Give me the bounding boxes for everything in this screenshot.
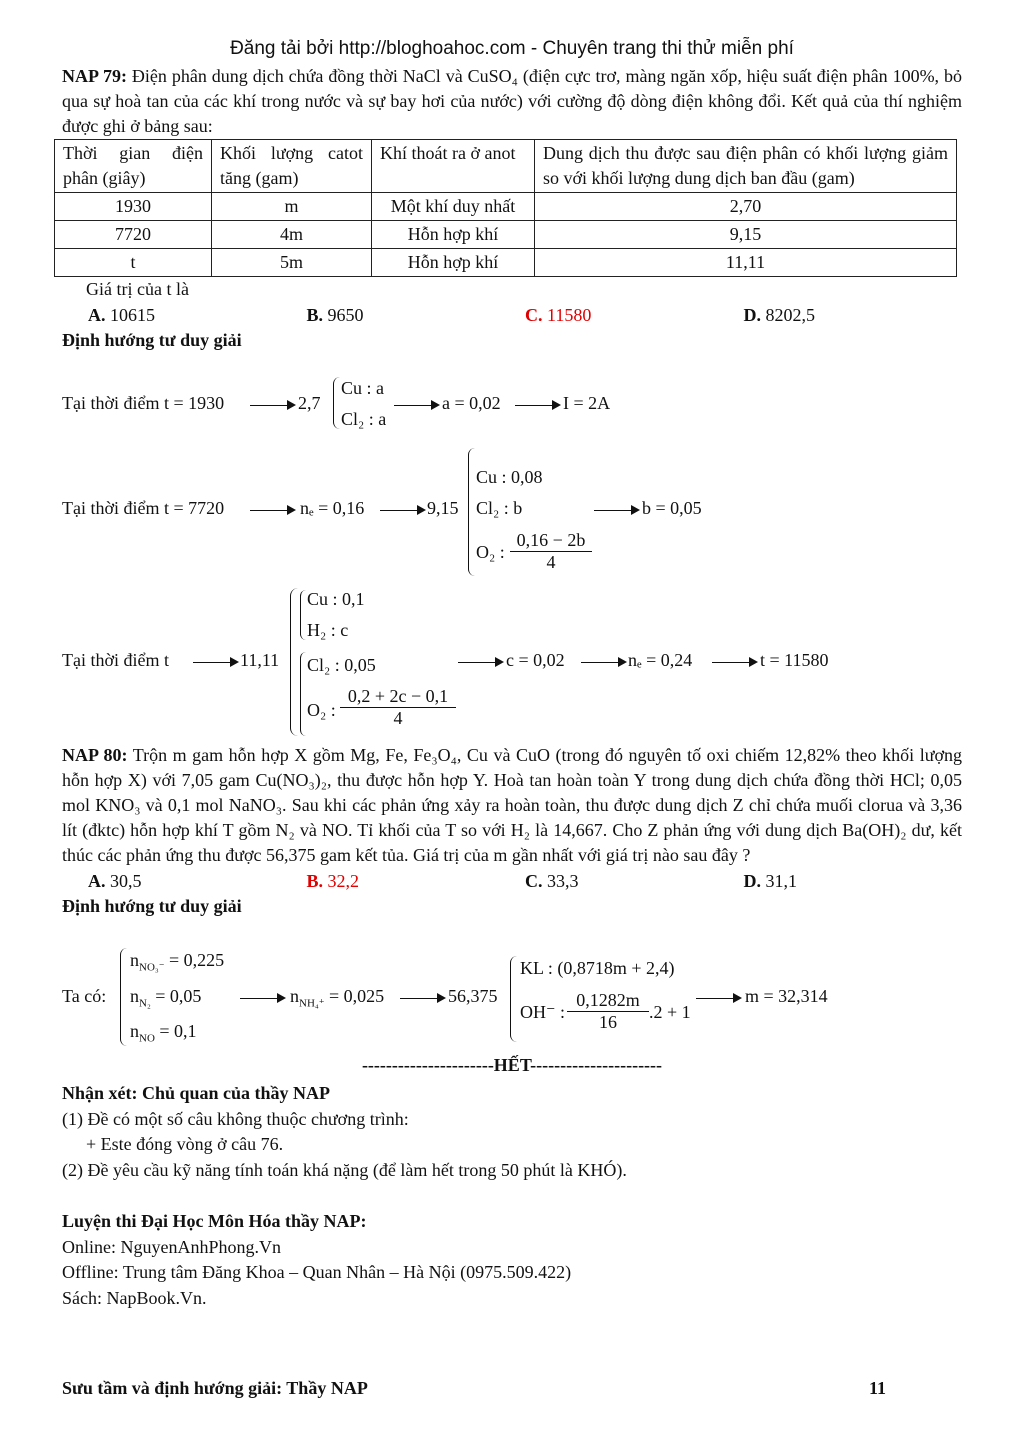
table-row bbox=[55, 221, 957, 249]
step2-o2: O₂ : bbox=[476, 542, 505, 562]
option-d[interactable]: D. 8202,5 bbox=[743, 305, 815, 325]
arrow-icon bbox=[515, 405, 559, 406]
step3-c: c = 0,02 bbox=[506, 650, 565, 670]
brace-icon bbox=[510, 956, 517, 1042]
arrow-icon bbox=[193, 662, 237, 663]
table-cell: 9,15 bbox=[535, 221, 957, 249]
table-header-row bbox=[55, 140, 957, 193]
step3-cu: Cu : 0,1 bbox=[307, 589, 365, 609]
arrow-icon bbox=[696, 998, 740, 999]
table-cell: m bbox=[212, 193, 372, 221]
table-cell: 4m bbox=[212, 221, 372, 249]
arrow-icon bbox=[594, 510, 638, 511]
q80-options bbox=[62, 868, 962, 894]
table-cell: 1930 bbox=[55, 193, 212, 221]
step3-cl2: Cl₂ : 0,05 bbox=[307, 655, 376, 675]
col-header-time: Thời gian điện phân (giây) bbox=[55, 140, 212, 193]
table-cell: t bbox=[55, 249, 212, 277]
step3-h2: H₂ : c bbox=[307, 620, 349, 640]
brace-icon bbox=[468, 448, 475, 576]
option-c[interactable]: C. 33,3 bbox=[525, 871, 579, 891]
col-header-anot: Khí thoát ra ở anot bbox=[372, 140, 535, 193]
step1-cu: Cu : a bbox=[341, 378, 384, 398]
q79-options bbox=[62, 302, 962, 328]
remark-block bbox=[62, 1081, 627, 1183]
col-header-mass: Dung dịch thu được sau điện phân có khối lượng giảm so với khối lượng dung dịch ban đầu (gam) bbox=[535, 140, 957, 193]
table-cell: Hỗn hợp khí bbox=[372, 249, 535, 277]
step3-fraction: 0,2 + 2c − 0,1 4 bbox=[340, 686, 456, 729]
q80-text bbox=[62, 743, 962, 868]
s80-mass: 56,375 bbox=[448, 986, 498, 1006]
option-b[interactable]: B. 9650 bbox=[306, 305, 364, 325]
step1-i: I = 2A bbox=[563, 393, 611, 413]
end-divider: ----------------------HẾT---------------------- bbox=[361, 1055, 663, 1075]
table-cell: 11,11 bbox=[535, 249, 957, 277]
q79-solution-title: Định hướng tư duy giải bbox=[62, 330, 242, 350]
arrow-icon bbox=[581, 662, 625, 663]
brace-icon bbox=[333, 377, 340, 429]
page-footer bbox=[62, 1378, 886, 1399]
step3-ne: nₑ = 0,24 bbox=[628, 650, 693, 670]
arrow-icon bbox=[712, 662, 756, 663]
arrow-icon bbox=[400, 998, 444, 999]
q79-body: Điện phân dung dịch chứa đồng thời NaCl và CuSO₄ (điện cực trơ, màng ngăn xốp, hiệu suất điện phân 100%, bỏ qua sự hoà tan của các khí trong nước và sự bay hơi của nước) với cường độ dòng điện không đổi. Kết quả của thí nghiệm được ghi ở bảng sau: bbox=[62, 66, 963, 136]
step1-mass: 2,7 bbox=[298, 393, 321, 413]
option-b-answer[interactable]: B. 32,2 bbox=[306, 871, 360, 891]
arrow-icon bbox=[250, 510, 294, 511]
col-header-catot: Khối lượng catot tăng (gam) bbox=[212, 140, 372, 193]
remark-line: (1) Đề có một số câu không thuộc chương trình: bbox=[62, 1108, 409, 1129]
table-row bbox=[55, 193, 957, 221]
step3-o2: O₂ : bbox=[307, 700, 336, 720]
step1-lead: Tại thời điểm t = 1930 bbox=[62, 393, 225, 413]
s80-n-no3: $n_{NO_3^-} = 0,225$ bbox=[130, 950, 225, 974]
s80-tail: .2 + 1 bbox=[649, 1002, 691, 1022]
step3-mass: 11,11 bbox=[240, 650, 280, 670]
page-number: 11 bbox=[868, 1378, 886, 1398]
step2-lead: Tại thời điểm t = 7720 bbox=[62, 498, 225, 518]
q80-body: Trộn m gam hỗn hợp X gồm Mg, Fe, Fe₃O₄, Cu và CuO (trong đó nguyên tố oxi chiếm 12,82% theo khối lượng hỗn hợp X) với 7,05 gam Cu(NO₃)₂, thu được hỗn hợp Y. Hoà tan hoàn toàn Y trong dung dịch chứa đồng thời HCl; 0,05 mol KNO₃ và 0,1 mol NaNO₃. Sau khi các phản ứng xảy ra hoàn toàn, thu được dung dịch Z chỉ chứa muối clorua và 3,36 lít (đktc) hỗn hợp khí T gồm N₂ và NO. Tỉ khối của T so với H₂ là 14,667. Cho Z phản ứng với dung dịch Ba(OH)₂ dư, kết thúc các phản ứng thu được 56,375 gam kết tủa. Giá trị của m gần nhất với giá trị nào sau đây ? bbox=[62, 745, 962, 865]
step3-t: t = 11580 bbox=[760, 650, 829, 670]
arrow-icon bbox=[394, 405, 438, 406]
remark-title: Nhận xét: Chủ quan của thầy NAP bbox=[62, 1083, 331, 1103]
s80-lead: Ta có: bbox=[62, 986, 107, 1006]
arrow-icon bbox=[250, 405, 294, 406]
s80-kl: KL : (0,8718m + 2,4) bbox=[520, 958, 675, 978]
remark-line: + Este đóng vòng ở câu 76. bbox=[86, 1134, 284, 1154]
step1-cl2: Cl₂ : a bbox=[341, 409, 387, 429]
step2-cu: Cu : 0,08 bbox=[476, 467, 543, 487]
promo-online: Online: NguyenAnhPhong.Vn bbox=[62, 1236, 281, 1257]
s80-oh: OH⁻ : bbox=[520, 1002, 565, 1022]
promo-offline: Offline: Trung tâm Đăng Khoa – Quan Nhân – Hà Nội (0975.509.422) bbox=[62, 1262, 572, 1282]
step2-mass: 9,15 bbox=[427, 498, 459, 518]
q79-label: NAP 79: bbox=[62, 66, 127, 86]
q79-ask: Giá trị của t là bbox=[86, 279, 189, 299]
step1-a: a = 0,02 bbox=[442, 393, 501, 413]
page-header: Đăng tải bởi http://bloghoahoc.com - Chuyên trang thi thử miễn phí bbox=[230, 38, 794, 59]
step2-fraction: 0,16 − 2b 4 bbox=[510, 530, 592, 573]
table-row bbox=[55, 249, 957, 277]
table-cell: Hỗn hợp khí bbox=[372, 221, 535, 249]
s80-n-nh4: $n_{NH_4^+} = 0,025$ bbox=[290, 986, 385, 1010]
promo-title: Luyện thi Đại Học Môn Hóa thầy NAP: bbox=[62, 1211, 367, 1231]
q79-text bbox=[62, 64, 962, 139]
s80-m: m = 32,314 bbox=[745, 986, 828, 1006]
question-80 bbox=[62, 743, 962, 919]
step2-cl2: Cl₂ : b bbox=[476, 498, 523, 518]
table-cell: 7720 bbox=[55, 221, 212, 249]
option-a[interactable]: A. 10615 bbox=[88, 305, 155, 325]
remark-line: (2) Đề yêu cầu kỹ năng tính toán khá nặng (để làm hết trong 50 phút là KHÓ). bbox=[62, 1159, 627, 1180]
q80-solution-title: Định hướng tư duy giải bbox=[62, 896, 242, 916]
option-c-answer[interactable]: C. 11580 bbox=[525, 305, 592, 325]
question-79 bbox=[62, 64, 962, 353]
brace-icon bbox=[300, 652, 306, 736]
table-cell: 2,70 bbox=[535, 193, 957, 221]
arrow-icon bbox=[240, 998, 284, 999]
brace-icon bbox=[290, 588, 298, 736]
arrow-icon bbox=[380, 510, 424, 511]
brace-icon bbox=[300, 590, 306, 640]
s80-n-no: $n_{NO} = 0,1$ bbox=[130, 1021, 197, 1045]
table-cell: 5m bbox=[212, 249, 372, 277]
step2-ne: nₑ = 0,16 bbox=[300, 498, 365, 518]
step2-b: b = 0,05 bbox=[642, 498, 702, 518]
brace-icon bbox=[120, 948, 127, 1046]
option-a[interactable]: A. 30,5 bbox=[88, 871, 142, 891]
arrow-icon bbox=[458, 662, 502, 663]
s80-fraction: 0,1282m 16 bbox=[567, 990, 649, 1033]
q79-table bbox=[54, 139, 957, 277]
footer-credit: Sưu tầm và định hướng giải: Thầy NAP bbox=[62, 1378, 368, 1398]
promo-book: Sách: NapBook.Vn. bbox=[62, 1287, 207, 1308]
step3-lead: Tại thời điểm t bbox=[62, 650, 169, 670]
q80-label: NAP 80: bbox=[62, 745, 128, 765]
s80-n-n2: $n_{N_2} = 0,05$ bbox=[130, 986, 202, 1010]
promo-block bbox=[62, 1209, 571, 1311]
option-d[interactable]: D. 31,1 bbox=[743, 871, 797, 891]
table-cell: Một khí duy nhất bbox=[372, 193, 535, 221]
